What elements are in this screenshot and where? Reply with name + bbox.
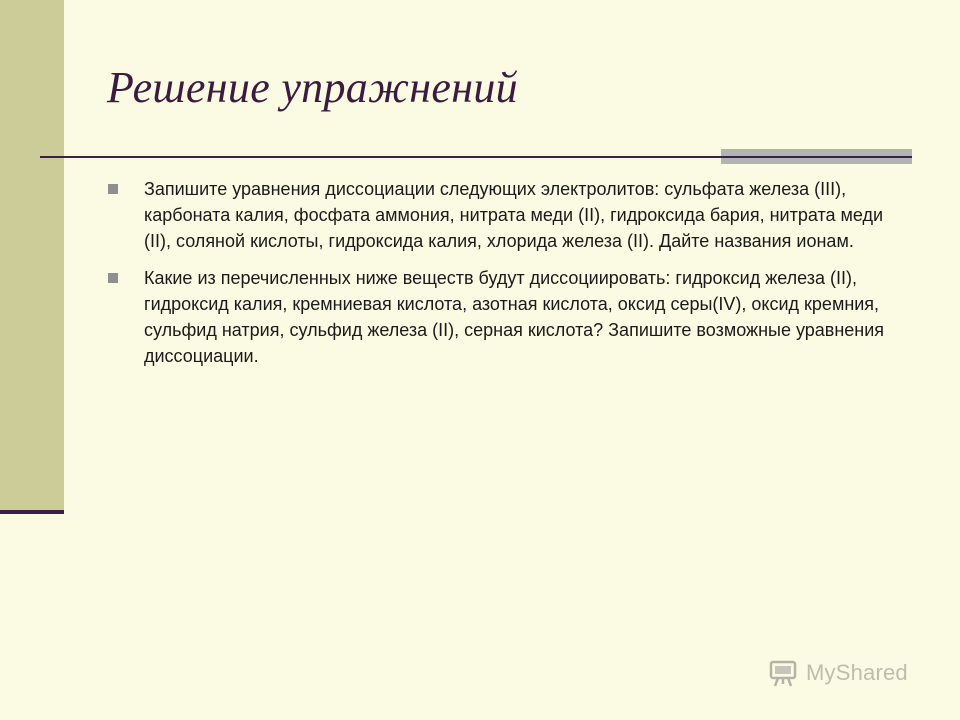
watermark-text: MyShared <box>806 660 908 685</box>
bullet-list <box>104 176 904 380</box>
bullet-item <box>104 176 904 254</box>
side-band <box>0 0 64 511</box>
slide-title: Решение упражнений <box>107 63 518 112</box>
square-bullet-icon <box>108 184 118 194</box>
presentation-board-icon <box>768 658 798 688</box>
watermark-logo <box>768 656 908 690</box>
title-divider-accent-line <box>721 156 912 158</box>
bullet-text: Запишите уравнения диссоциации следующих электролитов: сульфата железа (III), карбоната калия, фосфата аммония, нитрата меди (II), гидроксида бария, нитрата меди (II), соляной кислоты, гидроксида калия, хлорида железа (II). Дайте названия ионам. <box>144 179 884 251</box>
square-bullet-icon <box>108 273 118 283</box>
side-band-underline <box>0 510 64 514</box>
bullet-text: Какие из перечисленных ниже веществ будут диссоциировать: гидроксид железа (II), гидроксид калия, кремниевая кислота, азотная кислота, оксид серы(IV), оксид кремния, сульфид натрия, сульфид железа (II), серная кислота? Запишите возможные уравнения диссоциации. <box>144 268 885 366</box>
bullet-item <box>104 265 904 369</box>
